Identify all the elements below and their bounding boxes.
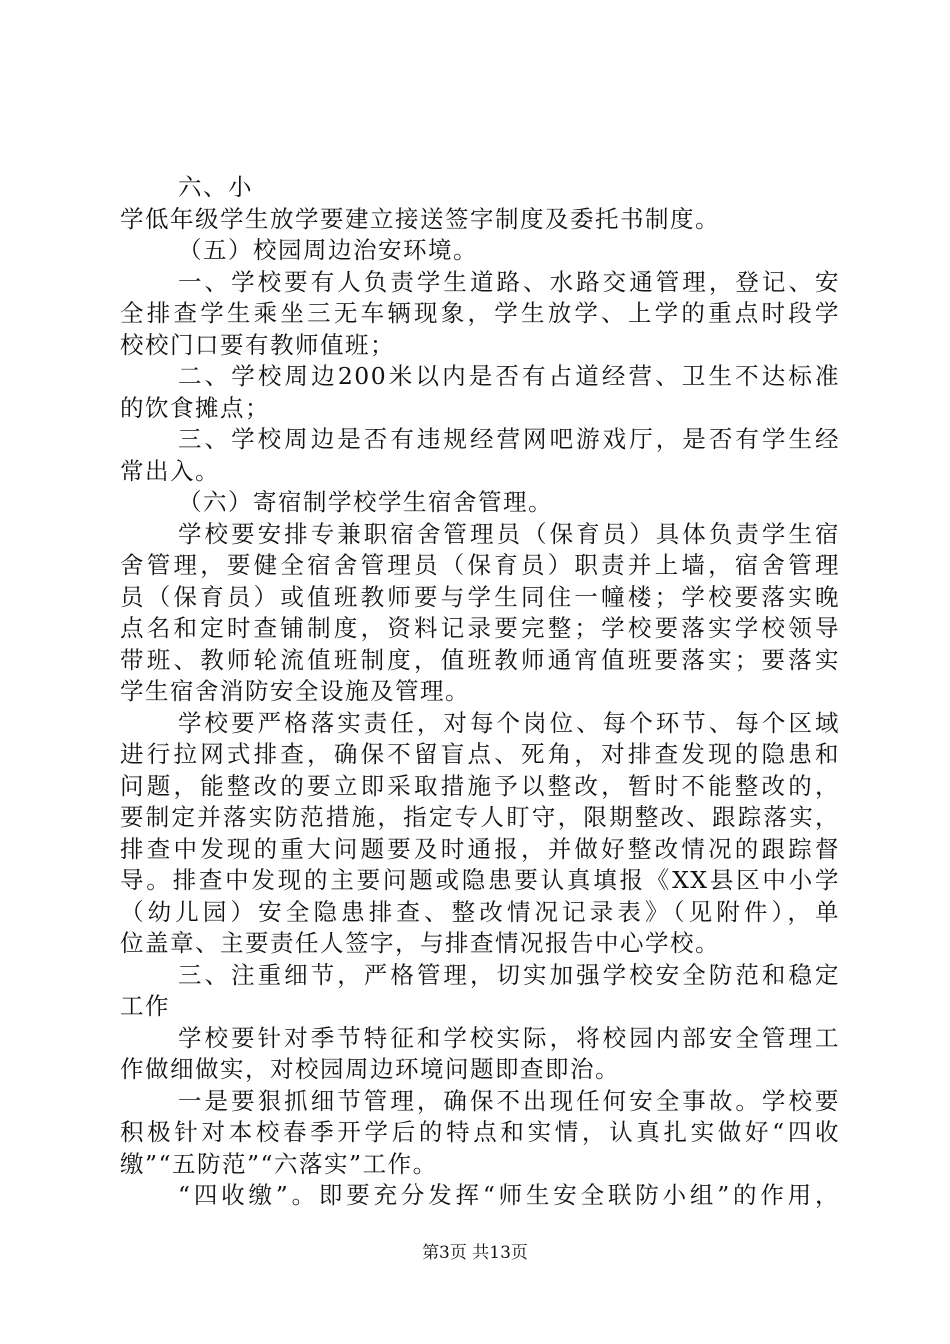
text-line: 常出入。 [120, 456, 220, 485]
text-line: （幼儿园）安全隐患排查、整改情况记录表》（见附件），单 [120, 897, 840, 926]
text-line: 全排查学生乘坐三无车辆现象，学生放学、上学的重点时段学 [120, 299, 840, 327]
text-line: 问题，能整改的要立即采取措施予以整改，暂时不能整改的， [120, 771, 840, 800]
text-line: 缴”“五防范”“六落实”工作。 [120, 1149, 438, 1178]
text-line: “四收缴”。即要充分发挥“师生安全联防小组”的作用， [178, 1181, 840, 1209]
text-line: 点名和定时查铺制度，资料记录要完整；学校要落实学校领导 [120, 614, 840, 642]
text-line: （五）校园周边治安环境。 [178, 236, 478, 264]
text-line: 学低年级学生放学要建立接送签字制度及委托书制度。 [120, 204, 720, 233]
text-line: 位盖章、主要责任人签字，与排查情况报告中心学校。 [120, 929, 720, 957]
text-line: 学校要针对季节特征和学校实际，将校园内部安全管理工 [178, 1023, 840, 1052]
text-line: 员（保育员）或值班教师要与学生同住一幢楼；学校要落实晚 [120, 582, 840, 611]
text-line: 一、学校要有人负责学生道路、水路交通管理，登记、安 [178, 267, 840, 296]
page-footer: 第3页 共13页 [422, 1243, 528, 1263]
text-line: 三、学校周边是否有违规经营网吧游戏厅，是否有学生经 [178, 425, 840, 453]
text-line: 工作 [120, 992, 170, 1020]
text-line: 二、学校周边200米以内是否有占道经营、卫生不达标准 [178, 362, 840, 390]
text-line: 进行拉网式排查，确保不留盲点、死角，对排查发现的隐患和 [120, 740, 840, 768]
text-line: 舍管理，要健全宿舍管理员（保育员）职责并上墙，宿舍管理 [120, 551, 840, 579]
text-line: 三、注重细节，严格管理，切实加强学校安全防范和稳定 [178, 960, 840, 989]
text-line: 的饮食摊点； [120, 393, 270, 422]
text-line: 要制定并落实防范措施，指定专人盯守，限期整改、跟踪落实， [120, 803, 840, 831]
text-line: 作做细做实，对校园周边环境问题即查即治。 [120, 1055, 620, 1083]
text-line: 学校要严格落实责任，对每个岗位、每个环节、每个区域 [178, 708, 840, 737]
text-line: 积极针对本校春季开学后的特点和实情，认真扎实做好“四收 [120, 1118, 840, 1146]
text-line: 校校门口要有教师值班； [120, 330, 395, 359]
text-line: 一是要狠抓细节管理，确保不出现任何安全事故。学校要 [178, 1086, 840, 1115]
document-body [120, 172, 840, 1212]
text-line: （六）寄宿制学校学生宿舍管理。 [178, 488, 553, 516]
text-line: 导。排查中发现的主要问题或隐患要认真填报《XX县区中小学 [120, 866, 840, 894]
text-line: 六、小 [178, 173, 253, 201]
text-line: 排查中发现的重大问题要及时通报，并做好整改情况的跟踪督 [120, 834, 840, 863]
text-line: 学生宿舍消防安全设施及管理。 [120, 677, 470, 705]
text-line: 学校要安排专兼职宿舍管理员（保育员）具体负责学生宿 [178, 519, 840, 548]
text-line: 带班、教师轮流值班制度，值班教师通宵值班要落实；要落实 [120, 645, 840, 674]
